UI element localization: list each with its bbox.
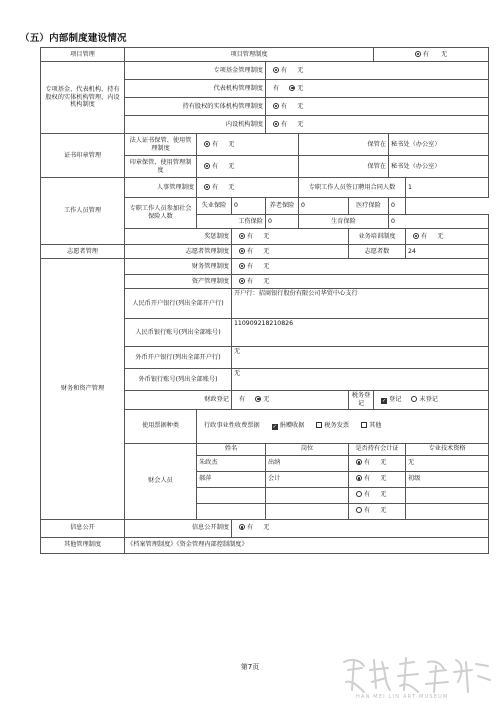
checkbox-empty-icon [361,422,367,428]
radio-selected-icon [356,475,362,481]
radio-yes[interactable] [239,233,253,241]
radio-no[interactable] [228,141,234,149]
radio-label: 有 [421,232,428,240]
seal-row-1 [41,134,489,156]
reward-radio [232,229,349,245]
staff-cert-radio [349,471,406,487]
staff-header-cert: 是否持有会计证 [349,443,406,455]
radio-selected-icon [239,248,245,254]
seal-keeper-label-1: 保管在 [299,134,389,156]
staff-title [406,503,489,519]
radio-yes[interactable] [273,67,287,75]
unemployment-value: 0 [232,198,266,215]
bank-label: 人民币开户银行(列出全部开户行) [125,289,232,319]
radio-yes[interactable] [413,233,427,241]
radio-no[interactable] [263,278,269,286]
radio-label: 无 [263,262,270,270]
bill-option[interactable] [316,422,349,430]
radio-yes[interactable] [356,459,370,467]
radio-label: 有 [247,232,254,240]
tax-reg-label: 财政登记 [125,391,232,410]
radio-label: 有 [212,140,219,148]
radio-label: 无 [380,475,387,483]
radio-yes[interactable] [273,85,279,93]
radio-no[interactable] [263,263,269,271]
staff-title: 无 [406,455,489,471]
contract-value: 1 [406,178,489,198]
radio-selected-icon [289,85,295,91]
radio-no[interactable] [263,248,269,256]
bill-option[interactable] [361,422,381,430]
radio-label: 无 [263,247,270,255]
insurance-label: 专职工作人员参加社会保险人数 [125,198,197,229]
radio-yes[interactable] [204,141,218,149]
special-label-2: 代表机构管理制度 [125,80,266,98]
radio-label: 有 [364,459,371,467]
radio-yes[interactable] [239,278,253,286]
checkbox-checked-icon: ✓ [382,397,387,404]
training-label: 业务培训制度 [349,229,406,245]
other-value: 《档案管理制度》《资金管理内部控制制度》 [125,537,489,553]
radio-label: 有 [239,395,246,403]
radio-label: 无 [380,507,387,515]
radio-no[interactable] [263,524,269,532]
unemployment-label: 失业保险 [197,198,232,215]
radio-selected-icon [204,184,210,190]
radio-label: 有 [364,475,371,483]
seal-radio-1 [197,134,299,156]
fx-bank-label: 外币开户银行(列出全部开户行) [125,347,232,369]
account-label: 人民币银行账号(列出全部账号) [125,319,232,347]
volunteer-group-label: 志愿者管理 [41,245,125,259]
radio-yes[interactable] [273,103,287,111]
header-row [41,48,489,62]
checkbox-checked-icon: ✓ [272,424,277,430]
disclosure-label: 信息公开制度 [125,519,232,537]
radio-label: 无 [297,66,304,74]
tax-checkbox [374,391,489,410]
radio-yes[interactable] [239,524,253,532]
checkbox-registered[interactable] [381,396,401,404]
fx-account-value: 无 [232,369,489,391]
radio-no[interactable] [380,507,386,515]
radio-label: 有 [247,277,254,285]
pension-value: 0 [299,198,349,215]
medical-label: 医疗保险 [349,198,389,215]
museum-watermark-text: HAN MEI LIN ART MUSEUM [356,694,449,700]
header-project-mgmt: 项目管理 [41,48,125,62]
staff-row-1 [41,178,489,198]
tax-reg-radio [232,391,349,410]
staff-post [266,503,349,519]
special-radio-3 [266,98,489,116]
seal-keeper-label-2: 保管在 [299,156,389,178]
radio-yes[interactable] [239,396,245,404]
maternity-value: 0 [389,215,489,229]
tax-label: 税务登记 [349,391,374,410]
radio-no[interactable] [228,163,234,171]
checkbox-label: 捐赠收据 [279,422,305,429]
radio-no[interactable] [255,396,269,404]
seal-keeper-1: 秘书处（办公室） [389,134,489,156]
disclosure-row [41,519,489,537]
special-radio-1 [266,62,489,80]
radio-label: 无 [263,524,270,532]
radio-label: 有 [281,102,288,110]
section-title: （五）内部制度建设情况 [20,33,127,44]
radio-selected-icon [204,163,210,169]
special-group-label: 专项基金、代表机构、持有股权的实体机构管理、内设机构制度 [41,62,125,134]
staff-title: 初级 [406,471,489,487]
staff-post: 会计 [266,471,349,487]
radio-yes[interactable] [415,51,429,59]
radio-label: 无 [380,459,387,467]
staff-cert-radio [349,487,406,503]
radio-selected-icon [273,103,279,109]
special-radio-4 [266,116,489,134]
seal-keeper-2: 秘书处（办公室） [389,156,489,178]
radio-selected-icon [239,278,245,284]
fx-account-label: 外币银行账号(列出全部账号) [125,369,232,391]
radio-no[interactable] [380,459,386,467]
seal-label-1: 法人证书保管、使用管理制度 [125,134,197,156]
radio-yes[interactable] [239,263,253,271]
staff-name: 朱政杰 [197,455,266,471]
special-label-3: 持有股权的实体机构管理制度 [125,98,266,116]
radio-label: 无 [228,162,235,170]
staff-cert-radio [349,503,406,519]
staff-header-name: 姓名 [197,443,266,455]
radio-label: 有 [247,524,254,532]
radio-label: 无 [437,232,444,240]
radio-yes[interactable] [273,121,287,129]
hr-label: 人事管理制度 [125,178,197,198]
radio-selected-icon [239,524,245,530]
disclosure-group-label: 信息公开 [41,519,125,537]
radio-yes[interactable] [204,163,218,171]
radio-label: 无 [263,232,270,240]
radio-label: 无 [441,50,448,58]
asset-mgmt-label: 资产管理制度 [125,275,232,289]
radio-no[interactable] [228,184,234,192]
injury-value: 0 [266,215,299,229]
radio-label: 无 [297,102,304,110]
staff-title [406,487,489,503]
radio-yes[interactable] [356,507,370,515]
medical-value: 0 [389,198,406,215]
radio-selected-icon [273,121,279,127]
radio-yes[interactable] [204,184,218,192]
checkbox-label: 其他 [369,422,382,429]
page-number: 第7页 [240,663,260,671]
radio-label: 无 [228,140,235,148]
radio-label: 有 [281,66,288,74]
asset-mgmt-radio [232,275,489,289]
pension-label: 养老保险 [266,198,299,215]
volunteer-count-label: 志愿者数 [349,245,406,259]
special-radio-2 [266,80,489,98]
radio-yes[interactable] [356,475,370,483]
radio-selected-icon [356,459,362,465]
fx-bank-value: 无 [232,347,489,369]
radio-yes[interactable] [356,491,370,499]
checkbox-empty-icon [316,422,322,428]
volunteer-row [41,245,489,259]
checkbox-label: 未登记 [419,395,438,403]
finance-group-label: 财务和资产管理 [41,259,125,520]
hr-radio [197,178,299,198]
header-project-system: 项目管理制度 [125,48,374,62]
account-value: 110909218210826 [232,319,489,347]
training-radio [406,229,489,245]
radio-no[interactable] [437,233,443,241]
seal-group-label: 证书印章管理 [41,134,125,178]
accounting-staff-label: 财会人员 [125,443,197,519]
finance-mgmt-label: 财务管理制度 [125,259,232,275]
bank-value: 开户行：招商银行股份有限公司华贸中心支行 [232,289,489,319]
staff-post: 出纳 [266,455,349,471]
volunteer-label: 志愿者管理制度 [125,245,232,259]
special-row-1 [41,62,489,80]
finance-row-1 [41,259,489,275]
volunteer-radio [232,245,349,259]
staff-cert-radio [349,455,406,471]
staff-group-label: 工作人员管理 [41,178,125,245]
radio-label: 有 [247,262,254,270]
radio-no[interactable] [289,85,303,93]
radio-empty-icon [411,396,417,402]
radio-selected-icon [413,233,419,239]
radio-label: 有 [212,162,219,170]
bills-options [197,409,489,443]
contract-label: 专职工作人员签订聘用合同人数 [299,178,406,198]
seal-radio-2 [197,156,299,178]
radio-label: 有 [281,120,288,128]
radio-no[interactable] [297,103,303,111]
bill-option[interactable] [272,422,305,430]
radio-label: 无 [297,84,304,92]
maternity-label: 生育保险 [299,215,389,229]
reward-label: 奖惩制度 [125,229,232,245]
radio-no[interactable] [380,491,386,499]
checkbox-label: 税务发票 [324,422,350,429]
radio-selected-icon [255,396,261,402]
staff-name [197,503,266,519]
radio-no[interactable] [441,51,447,59]
staff-name: 郝萍 [197,471,266,487]
radio-selected-icon [415,51,421,57]
museum-watermark-logo [338,652,494,698]
radio-no[interactable] [263,233,269,241]
radio-yes[interactable] [239,248,253,256]
volunteer-count: 24 [406,245,489,259]
other-row [41,537,489,553]
radio-label: 无 [297,120,304,128]
disclosure-radio [232,519,489,537]
internal-system-table [40,47,489,554]
finance-mgmt-radio [232,259,489,275]
radio-label: 无 [228,183,235,191]
bills-label: 使用票据种类 [125,409,197,443]
radio-no[interactable] [297,67,303,75]
radio-empty-icon [356,491,362,497]
radio-no[interactable] [380,475,386,483]
radio-label: 有 [364,507,371,515]
bill-option[interactable] [204,422,260,430]
checkbox-label: 行政事业性收费票据 [204,422,260,429]
special-label-1: 专项基金管理制度 [125,62,266,80]
staff-header-post: 岗位 [266,443,349,455]
radio-label: 无 [380,491,387,499]
radio-empty-icon [356,507,362,513]
other-group-label: 其他管理制度 [41,537,125,553]
special-label-4: 内设机构制度 [125,116,266,134]
radio-label: 有 [422,50,430,58]
radio-label: 无 [263,277,270,285]
radio-label: 有 [212,183,219,191]
radio-label: 有 [364,491,371,499]
radio-label: 有 [247,247,254,255]
radio-label: 有 [273,84,280,92]
staff-header-title: 专业技术资格 [406,443,489,455]
injury-label: 工伤保险 [197,215,266,229]
staff-name [197,487,266,503]
radio-no[interactable] [297,121,303,129]
staff-post [266,487,349,503]
checkbox-label: 登记 [389,395,402,403]
header-project-radio [374,48,489,62]
seal-label-2: 印章保管、使用管理制度 [125,156,197,178]
radio-selected-icon [239,233,245,239]
radio-label: 无 [263,395,270,403]
checkbox-unregistered[interactable] [411,396,438,404]
radio-selected-icon [204,141,210,147]
radio-selected-icon [239,263,245,269]
radio-selected-icon [273,67,279,73]
